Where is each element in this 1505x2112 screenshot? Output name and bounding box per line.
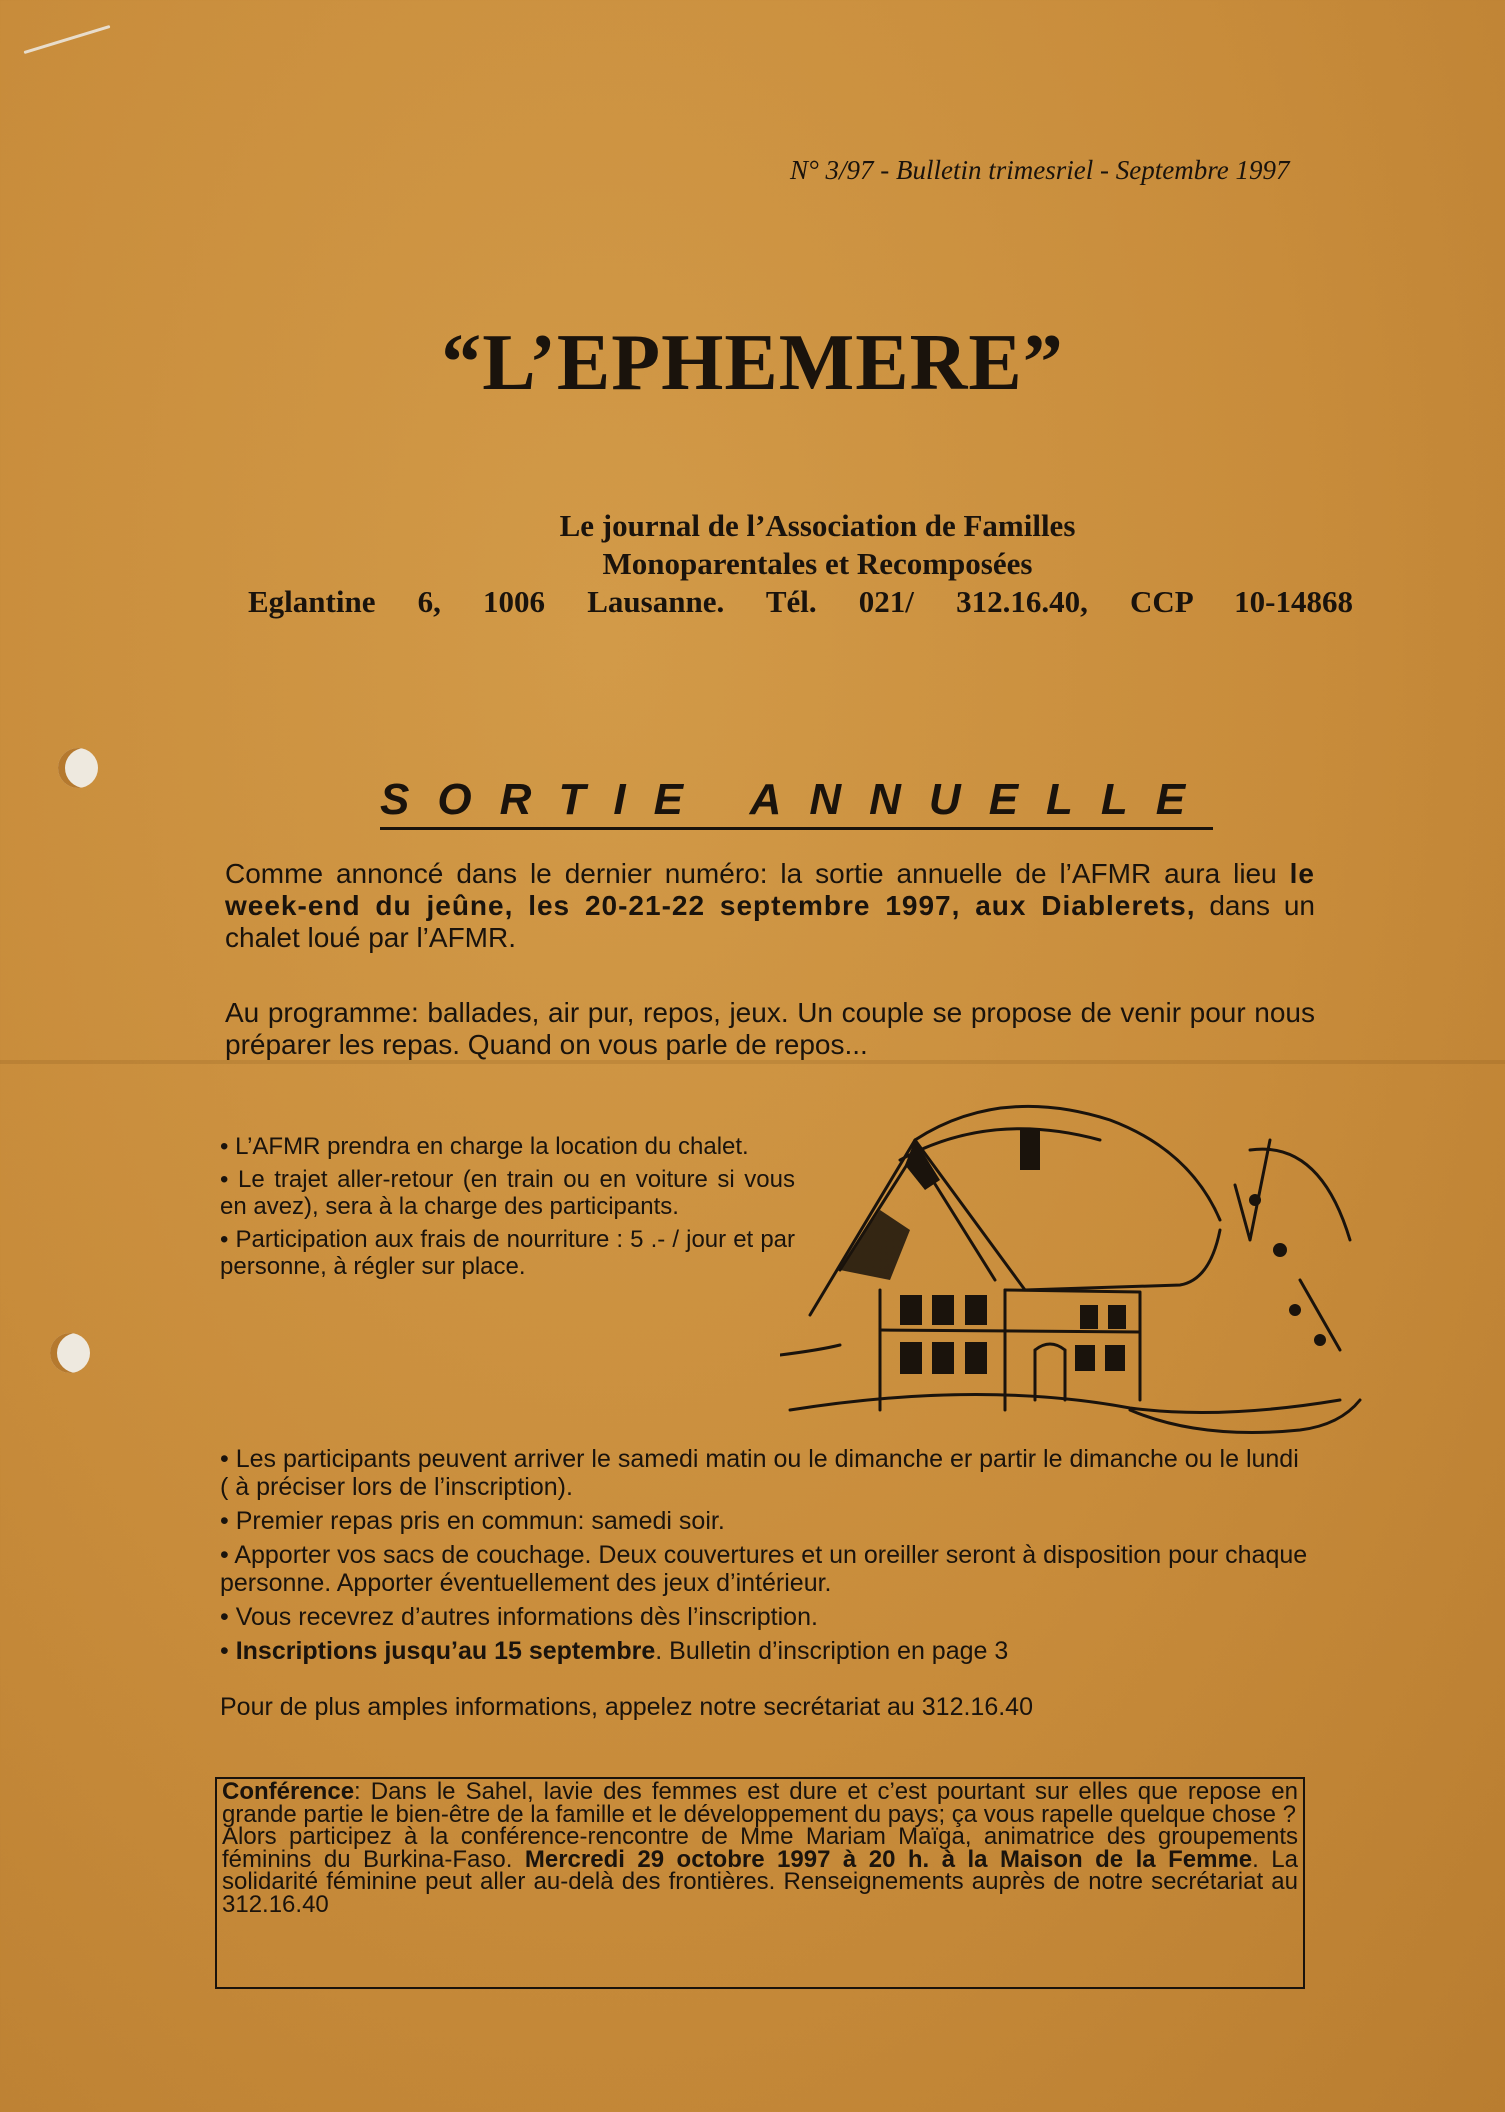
punch-hole-bottom: [50, 1333, 90, 1373]
program-paragraph: Au programme: ballades, air pur, repos, jeux. Un couple se propose de venir pour nous préparer les repas. Quand on vous parle de repos...: [225, 997, 1315, 1060]
section-title: SORTIE ANNUELLE: [380, 775, 1213, 830]
intro-paragraph: [225, 858, 1315, 954]
bullet-list: [220, 1445, 1310, 1671]
intro-text-start: Comme annoncé dans le dernier numéro: la sortie annuelle de l’AFMR aura lieu: [225, 858, 1290, 889]
conference-text-1: : Dans le Sahel, lavie des femmes est dure et c’est pourtant sur elles que repose en grande partie le bien-être de la famille et le développement du pays; ça vous rapelle quelque chose ?: [222, 1778, 1298, 1828]
issue-line: N° 3/97 - Bulletin trimesriel - Septembre 1997: [790, 155, 1290, 185]
list-item: • Premier repas pris en commun: samedi soir.: [220, 1507, 725, 1535]
list-item: • Participation aux frais de nourriture : 5 .- / jour et par personne, à régler sur place.: [220, 1226, 795, 1280]
list-item: • Le trajet aller-retour (en train ou en voiture si vous en avez), sera à la charge des participants.: [220, 1166, 795, 1220]
list-item: • Apporter vos sacs de couchage. Deux couvertures et un oreiller seront à disposition pour chaque personne. Apporter éventuellement des jeux d’intérieur.: [220, 1541, 1308, 1597]
conference-box: [215, 1777, 1305, 1989]
list-item: • Vous recevrez d’autres informations dès l’inscription.: [220, 1603, 818, 1631]
conference-text-3: . La solidarité féminine peut aller au-delà des frontières. Renseignements auprès de notre secrétariat au 312.16.40: [222, 1845, 1298, 1918]
paper-scratch: [24, 25, 111, 54]
intro-date-location: le week-end du jeûne, les 20-21-22 septembre 1997, aux Diablerets,: [225, 858, 1315, 921]
inscription-deadline: Inscriptions jusqu’au 15 septembre: [235, 1637, 656, 1665]
subtitle-line-2: Monoparentales et Recomposées: [602, 546, 1033, 581]
conference-label: Conférence: [222, 1778, 355, 1805]
conference-text-2: Alors participez à la conférence-rencontre de Mme Mariam Maïga, animatrice des groupements féminins du Burkina-Faso.: [222, 1823, 1298, 1873]
list-item: • Les participants peuvent arriver le samedi matin ou le dimanche er partir le dimanche ou le lundi ( à préciser lors de l’inscription).: [220, 1445, 1299, 1501]
punch-hole-top: [58, 748, 98, 788]
intro-text-end: dans un chalet loué par l’AFMR.: [225, 890, 1316, 953]
chalet-illustration: [780, 1080, 1380, 1440]
masthead-title: “L’EPHEMERE”: [441, 319, 1064, 407]
list-item: • Inscriptions jusqu’au 15 septembre. Bulletin d’inscription en page 3: [220, 1637, 1009, 1665]
subtitle-line-1: Le journal de l’Association de Familles: [559, 508, 1076, 543]
conference-date: Mercredi 29 octobre 1997 à 20 h. à la Maison de la Femme: [524, 1845, 1253, 1873]
left-bullet-list: [220, 1133, 795, 1286]
info-line: Pour de plus amples informations, appelez notre secrétariat au 312.16.40: [220, 1693, 1033, 1721]
list-item: • L’AFMR prendra en charge la location du chalet.: [220, 1133, 749, 1160]
address-line: Eglantine 6, 1006 Lausanne. Tél. 021/ 312.16.40, CCP 10-14868: [248, 584, 1353, 619]
inscription-note: . Bulletin d’inscription en page 3: [655, 1637, 1009, 1665]
